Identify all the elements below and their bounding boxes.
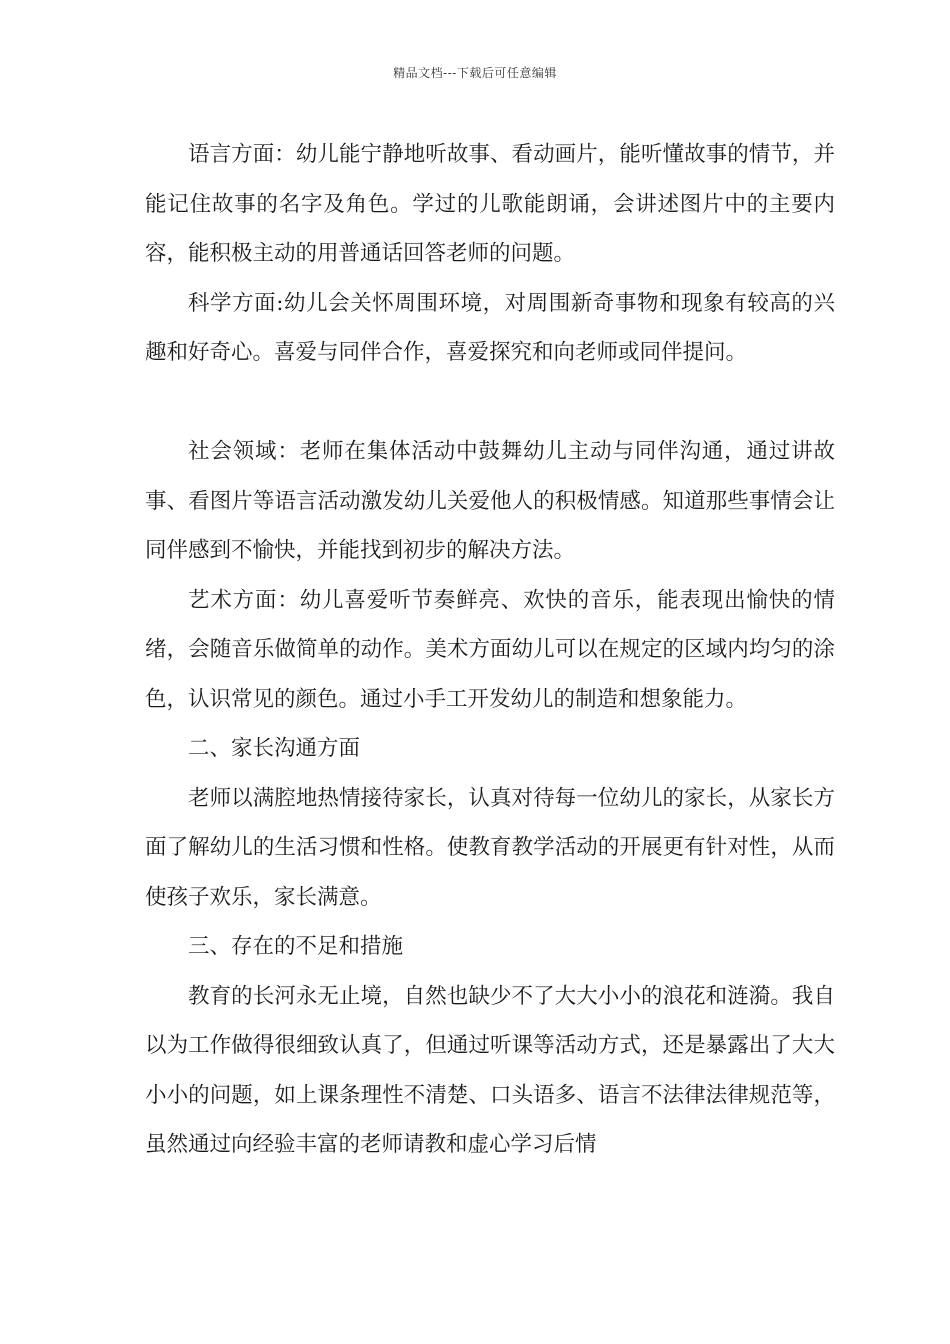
paragraph-language: 语言方面：幼儿能宁静地听故事、看动画片，能听懂故事的情节，并能记住故事的名字及角色。学过的儿歌能朗诵，会讲述图片中的主要内容，能积极主动的用普通话回答老师的问题。: [145, 142, 835, 266]
section-heading-parent-communication: 二、家长沟通方面: [188, 736, 361, 761]
paragraph-social: 社会领域：老师在集体活动中鼓舞幼儿主动与同伴沟通，通过讲故事、看图片等语言活动激发幼儿关爱他人的积极情感。知道那些事情会让同伴感到不愉快，并能找到初步的解决方法。: [145, 439, 835, 563]
paragraph-science: 科学方面:幼儿会关怀周围环境，对周围新奇事物和现象有较高的兴趣和好奇心。喜爱与同伴合作，喜爱探究和向老师或同伴提问。: [145, 290, 835, 365]
section-heading-shortcomings: 三、存在的不足和措施: [188, 934, 404, 959]
document-body: [145, 130, 835, 1170]
paragraph-parent-communication: 老师以满腔地热情接待家长，认真对待每一位幼儿的家长，从家长方面了解幼儿的生活习惯和性格。使教育教学活动的开展更有针对性，从而使孩子欢乐，家长满意。: [145, 785, 835, 910]
paragraph-shortcomings: 教育的长河永无止境，自然也缺少不了大大小小的浪花和涟漪。我自以为工作做得很细致认真了，但通过听课等活动方式，还是暴露出了大大小小的问题，如上课条理性不清楚、口头语多、语言不法律法律规范等，虽然通过向经验丰富的老师请教和虚心学习后情: [145, 983, 835, 1157]
page-header: 精品文档---下载后可任意编辑: [393, 66, 557, 80]
paragraph-art: 艺术方面：幼儿喜爱听节奏鲜亮、欢快的音乐，能表现出愉快的情绪，会随音乐做简单的动作。美术方面幼儿可以在规定的区域内均匀的涂色，认识常见的颜色。通过小手工开发幼儿的制造和想象能力。: [145, 587, 835, 712]
